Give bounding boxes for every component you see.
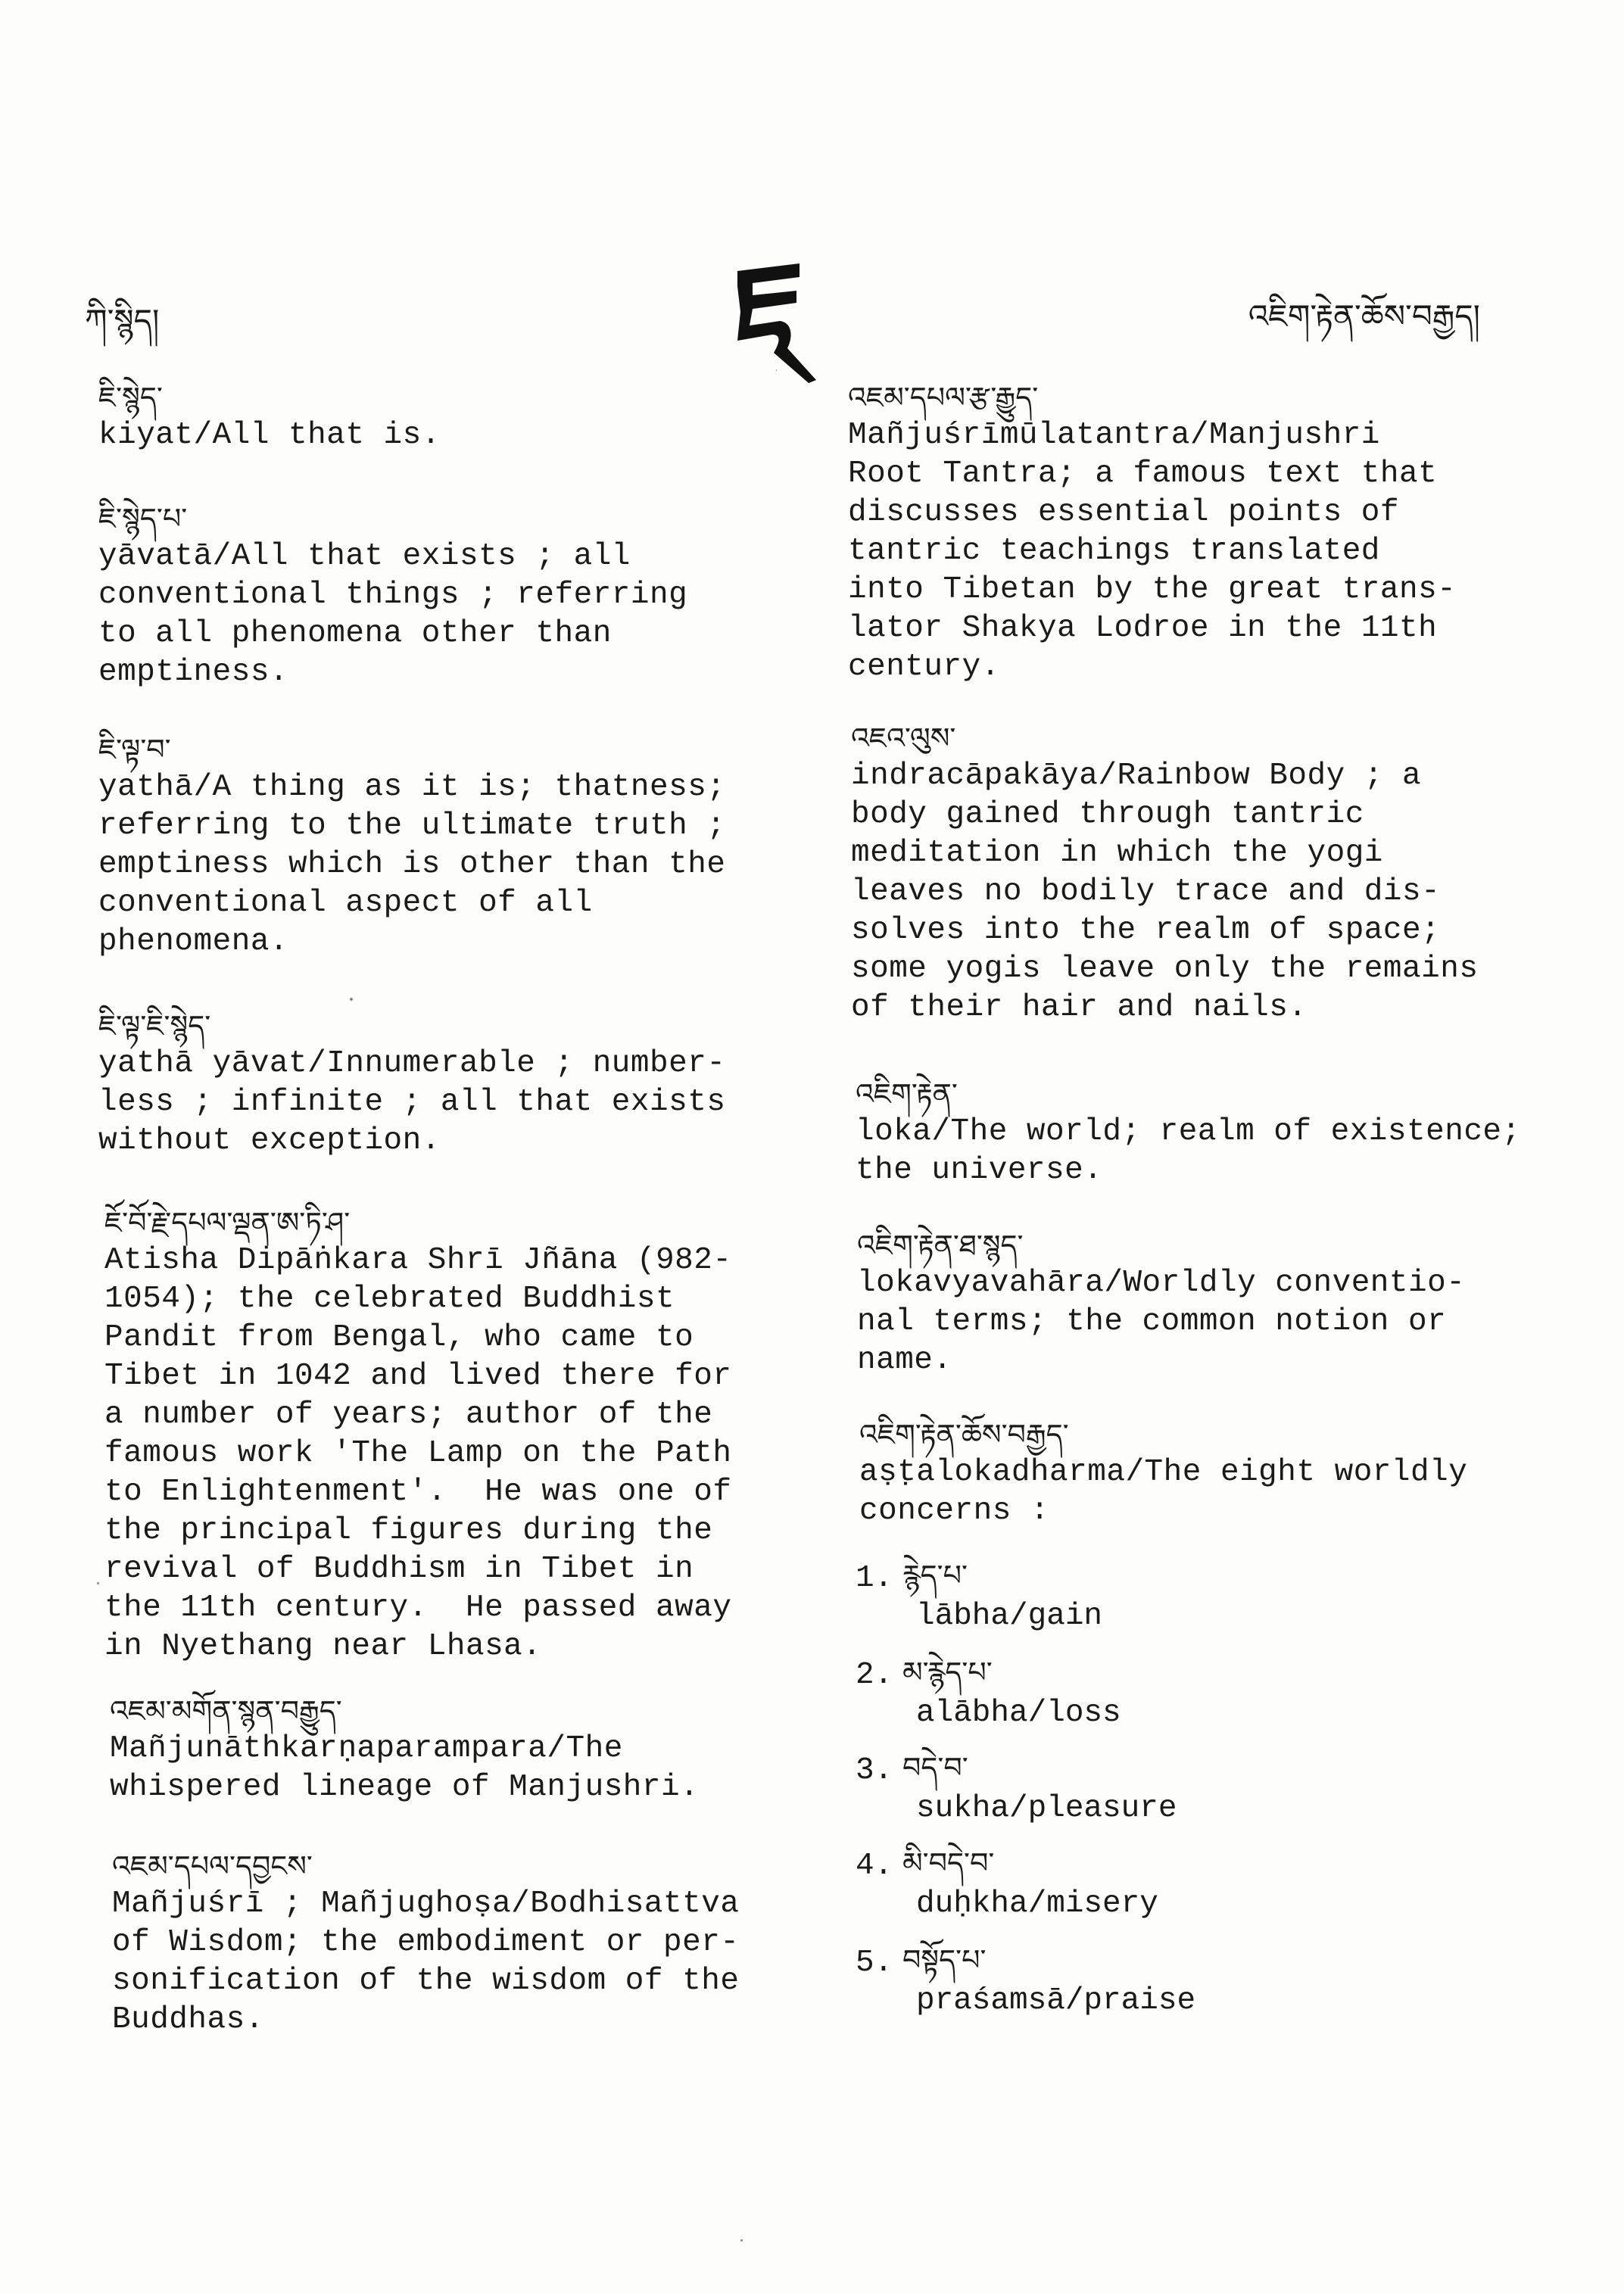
entry-tibetan: འཇམ་དཔལ་དབྱངས་ (112, 1849, 313, 1883)
entry-tibetan: འཇིག་རྟེན་ (856, 1077, 958, 1111)
entry-tibetan: འཇིག་རྟེན་ཐ་སྙད་ (857, 1229, 1024, 1262)
list-item-tibetan: བསྟོད་པ་ (902, 1943, 987, 1977)
entry-tibetan: ཇོ་བོ་རྗེ་དཔལ་ལྡན་ཨ་ཏི་ཤ་ (104, 1206, 351, 1239)
entry-atisha (104, 1204, 786, 1666)
entry-manjushri-root-tantra (848, 379, 1529, 687)
entry-eight-worldly-concerns (859, 1416, 1541, 1531)
list-item-tibetan: མ་རྙེད་པ་ (902, 1656, 993, 1689)
entry-definition: yathā/A thing as it is; thatness; referring to the ultimate truth ; emptiness which is other than the conventional aspect of all phenomena. (98, 770, 726, 959)
entry-tibetan: འཇམ་མགོན་སྙན་བརྒྱུད་ (110, 1694, 342, 1728)
entry-definition: Mañjunāthkarṇaparampara/The whispered lineage of Manjushri. (110, 1731, 700, 1805)
list-item-number: 4. (856, 1849, 893, 1883)
entry-definition: Mañjuśrīmūlatantra/Manjushri Root Tantra; a famous text that discusses essential points of tantric teachings translated into Tibetan by the great trans- lator Shakya Lodroe in the 11th century. (848, 418, 1457, 684)
entry-definition: yathā yāvat/Innumerable ; number- less ; infinite ; all that exists without exception. (98, 1046, 726, 1158)
list-item-number: 5. (856, 1946, 893, 1980)
entry-tibetan: ཇི་སྙེད་པ་ (98, 502, 188, 535)
list-item-tibetan: བདེ་བ་ (902, 1751, 968, 1784)
list-item-definition: praśamsā/praise (916, 1983, 1196, 2018)
entry-definition: indracāpakāya/Rainbow Body ; a body gained through tantric meditation in which the yogi leaves no bodily trace and dis- solves into the realm of space; some yogis leave only the remains of their hair and nails. (851, 759, 1479, 1025)
entry-tibetan: ཇི་སྙེད་ (98, 381, 163, 414)
entry-manjushri (112, 1847, 793, 2039)
list-item-number: 2. (856, 1658, 893, 1693)
list-item-tibetan: མི་བདེ་བ་ (902, 1846, 995, 1880)
entry-tibetan: ཇི་ལྟ་བ་ (98, 733, 171, 766)
section-letter-ja (727, 257, 825, 386)
list-item-definition: alābha/loss (916, 1696, 1121, 1731)
list-item-tibetan: རྙེད་པ་ (902, 1559, 968, 1592)
scan-speck (350, 998, 353, 1001)
entry-tibetan: འཇིག་རྟེན་ཆོས་བརྒྱད་ (859, 1418, 1069, 1451)
entry-lokavyavahara (857, 1226, 1538, 1380)
entry-definition: Atisha Dipāṅkara Shrī Jñāna (982- 1054); the celebrated Buddhist Pandit from Bengal, who came to Tibet in 1042 and lived there for a number of years; author of the famous work 'The Lamp on the Path to Enlightenment'. He was one of the principal figures during the revival of Buddhism in Tibet in the 11th century. He passed away in Nyethang near Lhasa. (104, 1243, 732, 1664)
list-item-definition: sukha/pleasure (916, 1791, 1177, 1826)
header-right-title: འཇིག་རྟེན་ཆོས་བརྒྱད། (1248, 298, 1480, 335)
entry-tibetan: འཇའ་ལུས་ (851, 721, 956, 755)
entry-yatha (98, 731, 780, 961)
entry-manjunath-lineage (110, 1692, 791, 1807)
scan-speck (97, 1582, 99, 1584)
entry-definition: kiyat/All that is. (98, 418, 441, 453)
entry-definition: lokavyavahāra/Worldly conventio- nal terms; the common notion or name. (857, 1266, 1466, 1378)
entry-definition: aṣṭalokadharma/The eight worldly concerns : (859, 1455, 1468, 1528)
entry-yatha-yavat (98, 1007, 780, 1161)
entry-loka (856, 1075, 1537, 1190)
list-item-number: 3. (856, 1753, 893, 1788)
list-item-definition: lābha/gain (916, 1599, 1103, 1634)
header-left-title: ཀི་སྙིད། (85, 302, 160, 339)
entry-tibetan: འཇམ་དཔལ་རྩ་རྒྱུད་ (848, 381, 1039, 414)
entry-rainbow-body (851, 719, 1532, 1027)
entry-definition: loka/The world; realm of existence; the universe. (856, 1114, 1521, 1188)
list-item-number: 1. (856, 1561, 893, 1596)
entry-kiyat (98, 379, 780, 455)
section-letter-text: ཇ (776, 369, 778, 372)
entry-yavata (98, 500, 780, 692)
list-item-definition: duḥkha/misery (916, 1886, 1158, 1921)
scan-speck (740, 2239, 743, 2242)
entry-tibetan: ཇི་ལྟ་ཇི་སྙེད་ (98, 1009, 211, 1042)
entry-definition: Mañjuśrī ; Mañjughoṣa/Bodhisattva of Wisdom; the embodiment or per- sonification of the wisdom of the Buddhas. (112, 1886, 740, 2037)
entry-definition: yāvatā/All that exists ; all conventional things ; referring to all phenomena other than emptiness. (98, 539, 688, 690)
